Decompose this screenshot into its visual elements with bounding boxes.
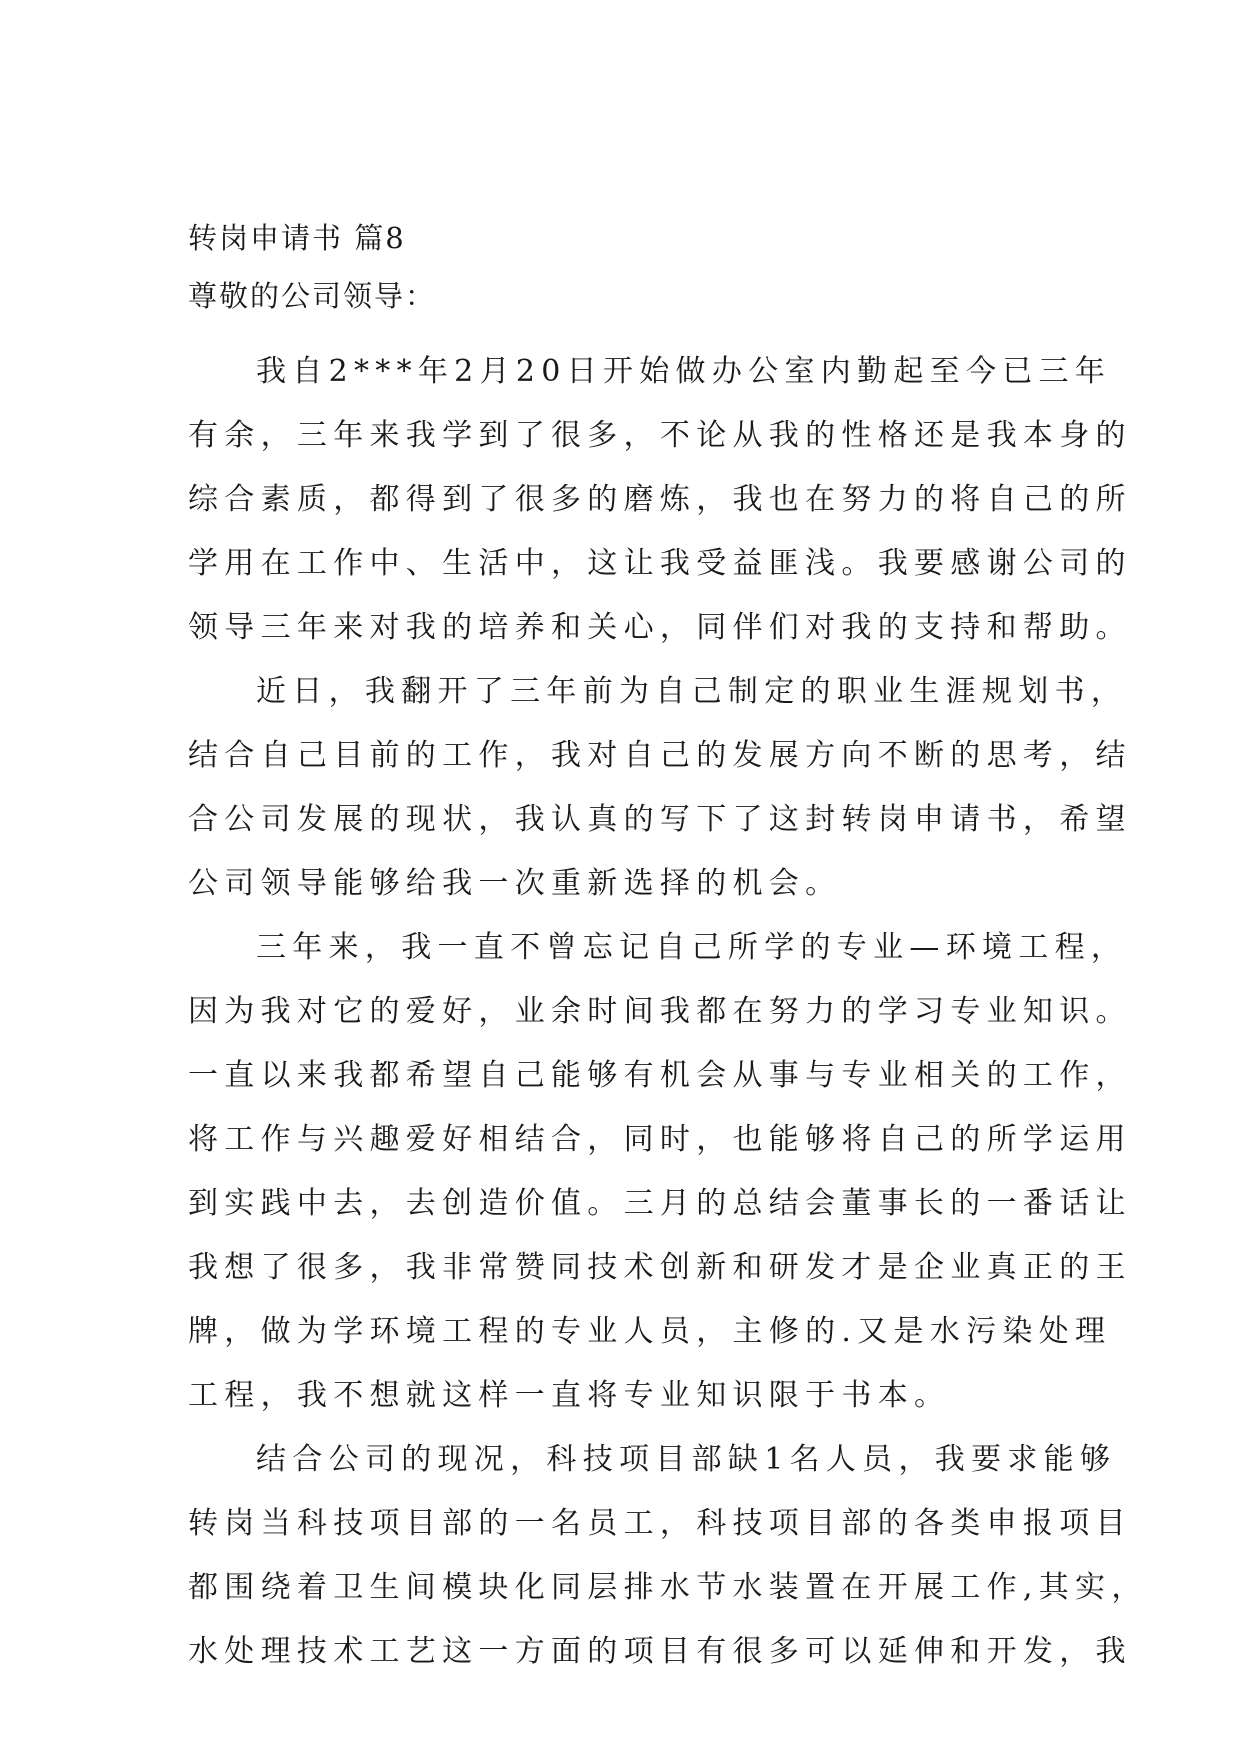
text-line: 有余，三年来我学到了很多，不论从我的性格还是我本身的 <box>188 418 1132 453</box>
paragraph <box>188 660 1241 916</box>
text-line: 水处理技术工艺这一方面的项目有很多可以延伸和开发，我 <box>188 1634 1132 1669</box>
salutation: 尊敬的公司领导： <box>188 279 437 313</box>
text-line: 领导三年来对我的培养和关心，同伴们对我的支持和帮助。 <box>188 610 1132 645</box>
text-line: 我想了很多，我非常赞同技术创新和研发才是企业真正的王 <box>188 1250 1132 1285</box>
text-line: 结合自己目前的工作，我对自己的发展方向不断的思考，结 <box>188 738 1132 773</box>
text-line: 一直以来我都希望自己能够有机会从事与专业相关的工作， <box>188 1058 1132 1093</box>
text-line: 学用在工作中、生活中，这让我受益匪浅。我要感谢公司的 <box>188 546 1132 581</box>
text-line: 转岗当科技项目部的一名员工，科技项目部的各类申报项目 <box>188 1506 1132 1541</box>
paragraph <box>188 1428 1241 1684</box>
text-line: 牌，做为学环境工程的专业人员，主修的.又是水污染处理 <box>188 1314 1112 1349</box>
document-title: 转岗申请书 篇8 <box>188 221 406 255</box>
letter-body <box>188 340 1241 1684</box>
text-line: 到实践中去，去创造价值。三月的总结会董事长的一番话让 <box>188 1186 1132 1221</box>
text-line: 将工作与兴趣爱好相结合，同时，也能够将自己的所学运用 <box>188 1122 1132 1157</box>
text-line: 近日，我翻开了三年前为自己制定的职业生涯规划书， <box>256 674 1128 709</box>
text-line: 结合公司的现况，科技项目部缺1名人员，我要求能够 <box>256 1442 1117 1477</box>
text-line: 公司领导能够给我一次重新选择的机会。 <box>188 866 842 901</box>
text-line: 我自2***年2月20日开始做办公室内勤起至今已三年 <box>256 354 1112 389</box>
text-line: 综合素质，都得到了很多的磨炼，我也在努力的将自己的所 <box>188 482 1132 517</box>
text-line: 都围绕着卫生间模块化同层排水节水装置在开展工作,其实， <box>188 1570 1148 1605</box>
paragraph <box>188 916 1241 1428</box>
paragraph <box>188 340 1241 660</box>
text-line: 因为我对它的爱好，业余时间我都在努力的学习专业知识。 <box>188 994 1132 1029</box>
text-line: 三年来，我一直不曾忘记自己所学的专业—环境工程， <box>256 930 1128 965</box>
text-line: 工程，我不想就这样一直将专业知识限于书本。 <box>188 1378 951 1413</box>
text-line: 合公司发展的现状，我认真的写下了这封转岗申请书，希望 <box>188 802 1132 837</box>
